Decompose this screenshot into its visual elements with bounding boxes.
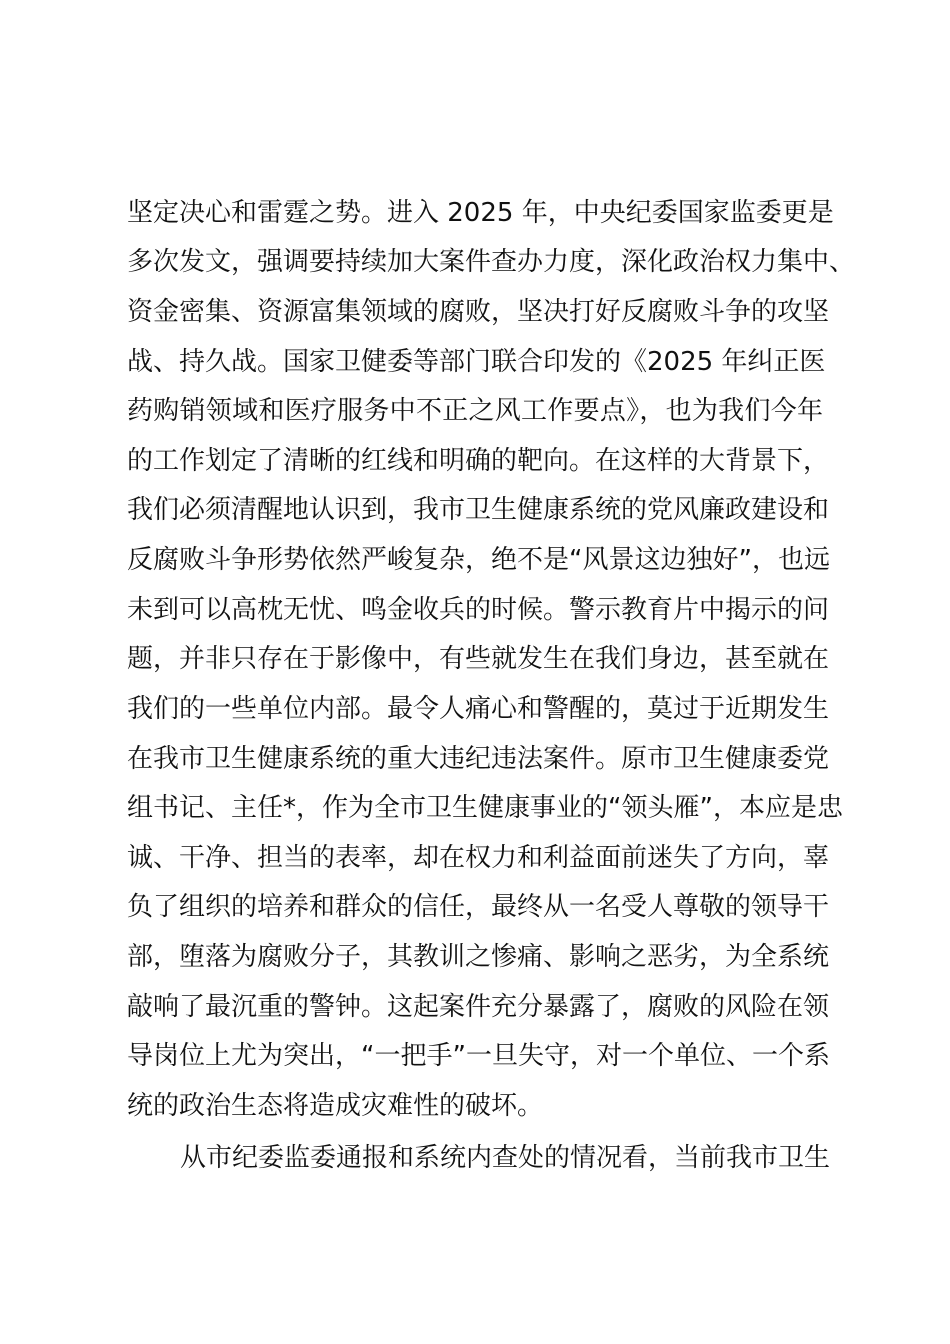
- text-line: 诚、干净、担当的表率，却在权力和利益面前迷失了方向，辜: [127, 843, 830, 873]
- text-line: 在我市卫生健康系统的重大违纪违法案件。原市卫生健康委党: [127, 744, 830, 774]
- text-line: 敲响了最沉重的警钟。这起案件充分暴露了，腐败的风险在领: [127, 992, 830, 1022]
- text-line: 未到可以高枕无忧、鸣金收兵的时候。警示教育片中揭示的问: [127, 595, 830, 625]
- text-line: 药购销领域和医疗服务中不正之风工作要点》，也为我们今年: [127, 396, 823, 426]
- text-line: 资金密集、资源富集领域的腐败，坚决打好反腐败斗争的攻坚: [127, 297, 830, 327]
- text-line: 题，并非只存在于影像中，有些就发生在我们身边，甚至就在: [127, 644, 830, 674]
- text-line: 部，堕落为腐败分子，其教训之惨痛、影响之恶劣，为全系统: [127, 942, 830, 972]
- paragraph-start-line: 从市纪委监委通报和系统内查处的情况看，当前我市卫生: [180, 1143, 831, 1173]
- text-line: 的工作划定了清晰的红线和明确的靶向。在这样的大背景下，: [127, 446, 830, 476]
- text-line: 多次发文，强调要持续加大案件查办力度，深化政治权力集中、: [127, 247, 856, 277]
- text-line: 我们的一些单位内部。最令人痛心和警醒的，莫过于近期发生: [127, 694, 830, 724]
- text-line: 组书记、主任*，作为全市卫生健康事业的“领头雁”，本应是忠: [127, 793, 843, 823]
- text-line: 负了组织的培养和群众的信任，最终从一名受人尊敬的领导干: [127, 892, 830, 922]
- text-line: 我们必须清醒地认识到，我市卫生健康系统的党风廉政建设和: [127, 495, 830, 525]
- text-line: 坚定决心和雷霆之势。进入 2025 年，中央纪委国家监委更是: [127, 198, 834, 228]
- text-line: 反腐败斗争形势依然严峻复杂，绝不是“风景这边独好”，也远: [127, 545, 830, 575]
- text-line: 统的政治生态将造成灾难性的破坏。: [127, 1091, 544, 1121]
- text-line: 导岗位上尤为突出，“一把手”一旦失守，对一个单位、一个系: [127, 1041, 830, 1071]
- text-line: 战、持久战。国家卫健委等部门联合印发的《2025 年纠正医: [127, 347, 826, 377]
